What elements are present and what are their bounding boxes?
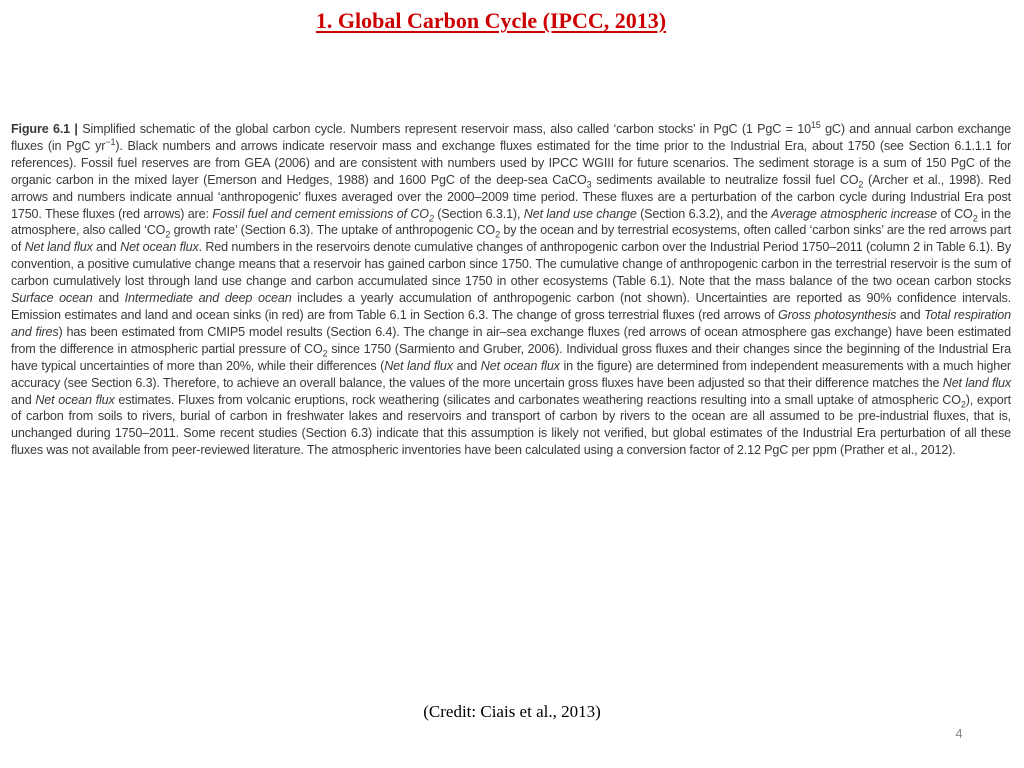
- caption-segment: 3: [586, 179, 592, 190]
- caption-segment: (Section 6.3.1),: [433, 206, 524, 221]
- caption-segment: 2: [165, 229, 171, 240]
- caption-segment: Fossil fuel and cement emissions of CO: [212, 206, 429, 221]
- caption-segment: Average atmospheric increase: [771, 206, 938, 221]
- caption-segment: since 1750 (Sarmiento and Gruber, 2006). Individual gross fluxes and their changes since the beginning of the Industrial Era have typical uncertainties of more than 20%, while their differences (: [11, 341, 1011, 373]
- slide-title: 1. Global Carbon Cycle (IPCC, 2013): [315, 8, 667, 33]
- caption-segment: Net ocean flux: [35, 392, 115, 407]
- caption-segment: Simplified schematic of the global carbon cycle. Numbers represent reservoir mass, also called ‘carbon stocks’ in PgC (1 PgC = 10: [77, 122, 811, 136]
- caption-segment: 2: [972, 213, 978, 224]
- caption-segment: and: [92, 240, 121, 255]
- figure-caption-text: [11, 121, 1011, 459]
- caption-segment: ). Black numbers and arrows indicate reservoir mass and exchange fluxes estimated for the time prior to the Industrial Era, about 1750 (see Section 6.1.1.1 for references). Fossil fuel reserves are from GEA (2006) and are consistent with numbers used by IPCC WGIII for future scenarios. The sediment storage is a sum of 150 PgC of the organic carbon in the mixed layer (Emerson and Hedges, 1988) and 1600 PgC of the deep-sea CaCO: [11, 138, 1011, 187]
- figure-caption-image: [6, 114, 1016, 576]
- caption-segment: 2: [495, 229, 500, 240]
- caption-segment: estimates. Fluxes from volcanic eruptions, rock weathering (silicates and carbonates weathering reactions resulting into a small uptake of atmospheric CO: [114, 392, 961, 407]
- page-number: 4: [955, 726, 963, 741]
- caption-segment: growth rate’ (Section 6.3). The uptake of anthropogenic CO: [170, 223, 496, 238]
- caption-segment: ), export of carbon from soils to rivers, burial of carbon in freshwater lakes and reservoirs and transport of carbon by rivers to the ocean are all assumed to be pre-industrial fluxes, that is, unchanged during 1750–2011. Some recent studies (Section 6.3) indicate that this assumption is likely not verified, but global estimates of the Industrial Era perturbation of all these fluxes was not available from peer-reviewed literature. The atmospheric inventories have been calculated using a conversion factor of 2.12 PgC per ppm (Prather et al., 2012).: [11, 392, 1011, 458]
- figure-label: Figure 6.1 |: [11, 122, 78, 136]
- caption-segment: 2: [428, 213, 434, 224]
- caption-segment: 2: [960, 399, 966, 410]
- caption-segment: in the atmosphere, also called ‘CO: [11, 206, 1011, 238]
- caption-segment: (Section 6.3.2), and the: [636, 206, 772, 221]
- caption-segment: and: [452, 358, 481, 373]
- caption-segment: Net ocean flux: [120, 240, 199, 255]
- caption-segment: gC) and annual carbon exchange fluxes (in PgC yr: [11, 122, 1011, 153]
- caption-segment: includes a yearly accumulation of anthropogenic carbon (not shown). Uncertainties are reported as 90% confidence intervals. Emission estimates and land and ocean sinks (in red) are from Table 6.1 in Section 6.3. The change of gross terrestrial fluxes (red arrows of: [11, 291, 1011, 322]
- image-credit: (Credit: Ciais et al., 2013): [423, 702, 601, 721]
- caption-segment: . Red numbers in the reservoirs denote cumulative changes of anthropogenic carbon over the Industrial Period 1750–2011 (column 2 in Table 6.1). By convention, a positive cumulative change means that a reservoir has gained carbon since 1750. The cumulative change of anthropogenic carbon in the terrestrial reservoir is the sum of carbon cumulatively lost through land use change and carbon accumulated since 1750 in other ecosystems (Table 6.1). Note that the mass balance of the two ocean carbon stocks: [11, 240, 1011, 289]
- caption-segment: of CO: [937, 206, 973, 221]
- caption-segment: and: [92, 291, 125, 306]
- caption-segment: Total respiration and fires: [11, 307, 1011, 339]
- caption-segment: 2: [322, 348, 328, 359]
- caption-segment: Net land flux: [384, 358, 453, 373]
- caption-segment: in the figure) are determined from independent measurements with a much higher accuracy (see Section 6.3). Therefore, to achieve an overall balance, the values of the more uncertain gross fluxes have been adjusted so that their difference matches the: [11, 358, 1011, 390]
- caption-segment: −1: [105, 136, 116, 147]
- caption-segment: and: [11, 392, 36, 407]
- caption-segment: Surface ocean: [11, 291, 93, 306]
- caption-segment: sediments available to neutralize fossil fuel CO: [591, 172, 859, 187]
- caption-segment: 15: [810, 119, 821, 130]
- figure-caption-body: [11, 119, 1012, 458]
- caption-segment: and: [896, 307, 925, 322]
- caption-segment: ) has been estimated from CMIP5 model results (Section 6.4). The change in air–sea exchange fluxes (red arrows of ocean atmosphere gas exchange) have been estimated from the difference in atmospheric partial pressure of CO: [11, 324, 1011, 356]
- caption-segment: Gross photosynthesis: [777, 307, 897, 322]
- caption-segment: (Archer et al., 1998). Red arrows and numbers indicate annual ‘anthropogenic’ fluxes averaged over the 2000–2009 time period. These fluxes are a perturbation of the carbon cycle during Industrial Era post 1750. These fluxes (red arrows) are:: [11, 172, 1012, 221]
- caption-segment: 2: [858, 179, 864, 190]
- caption-segment: Net ocean flux: [480, 358, 560, 373]
- caption-segment: Net land flux: [942, 375, 1011, 390]
- caption-segment: Net land flux: [24, 240, 93, 255]
- caption-segment: Intermediate and deep ocean: [124, 291, 292, 306]
- caption-segment: by the ocean and by terrestrial ecosystems, often called ‘carbon sinks’ are the red arrows part of: [11, 223, 1012, 255]
- caption-segment: Net land use change: [523, 206, 637, 221]
